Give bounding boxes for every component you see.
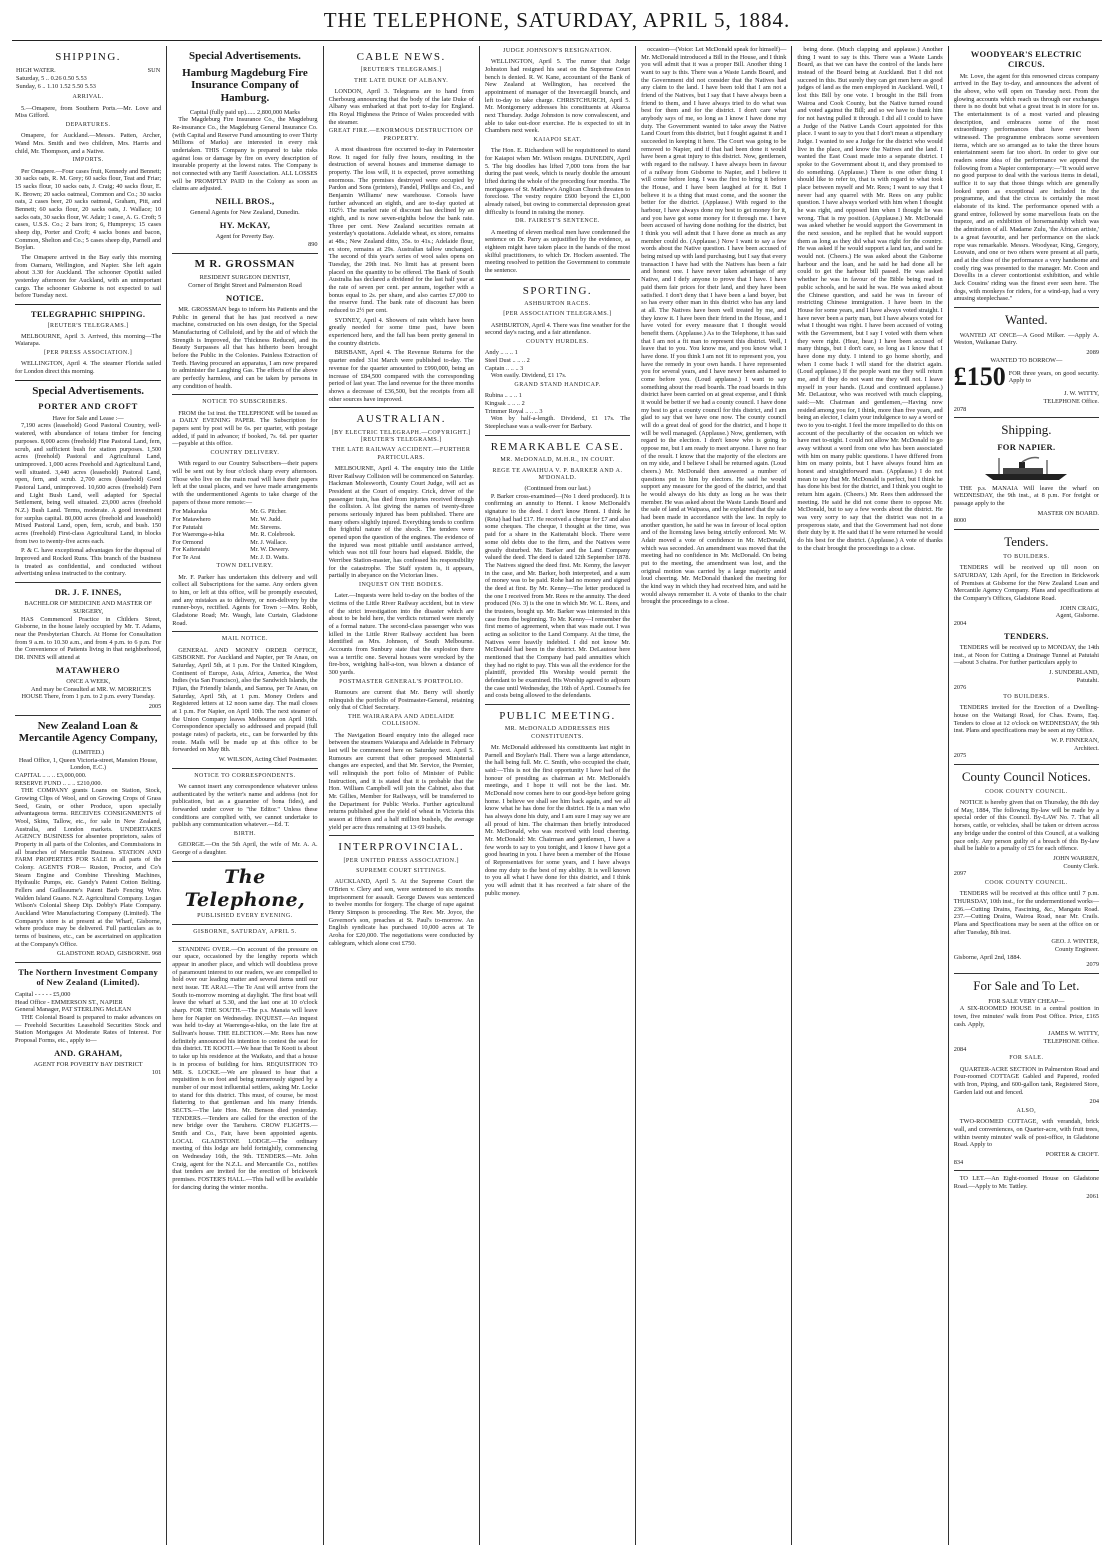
sydney-text: SYDNEY, April 4. Showers of rain which have been greatly needed for some time past, have been experienced here, and the fall has been pretty general in the country districts. bbox=[328, 316, 474, 347]
tenders2-text: TENDERS will be received up to MONDAY, the 14th inst., at Noon for Cutting a Drainage Tunnel at Patutahi—about 3 chains. For further particulars apply to bbox=[953, 643, 1099, 667]
divider bbox=[15, 962, 161, 963]
also-heading: ALSO, bbox=[1016, 1108, 1037, 1115]
mcdonald-sub: REGE TE AWAIHUA V. P. BARKER AND A. M'DONALD. bbox=[492, 467, 623, 481]
circus-heading: WOODYEAR'S ELECTRIC CIRCUS. bbox=[970, 49, 1082, 70]
divider bbox=[329, 407, 474, 408]
remarkable-heading: REMARKABLE CASE. bbox=[490, 440, 625, 453]
tenders2-heading: TENDERS. bbox=[1004, 630, 1049, 641]
local-news: STANDING OVER.—On account of the pressure on our space, occasioned by the lengthy reports which appear in another place, and which will doubtless prove of paramount interest to our readers, we are compelled to hold over our leading matter and several items until our next issue. TE ARAI.—The Te Arai will arrive from the South to-morrow morning at daylight. The first boat will leave the wharf at 5.30, and the last one at 10 o'clock sharp. FOR THE SOUTH.—The p.s. Manaia will leave here for Napier on Wednesday. INQUEST.—An inquest was held to-day at Waerenga-a-hika, on the late fire at Sullivan's house. THE ELECTION.—Mr. Rees has now definitely announced his intention to contest the seat for this district. TE KOOTI.—We hear that Te Kooti is about to take up his residence at the Waikato, and that a house is in process of building for him. REQUISITION TO MR. S. LOCKE.—We are pleased to hear that a requisition is on foot and being numerously signed by a number of our most influential settlers, asking Mr. Locke to stand for this district. This must, of course, be most flattering to that gentleman and his many friends. SECTS.—The late Hon. Mr. Benson died yesterday. TENDERS.—Tenders are called for the erection of the new bridge over the Taruheru. CROW FLIGHTS.—Smith and Co., Fair, have been appointed agents. LOCAL GLADSTONE LODGE.—The ordinary meeting of this lodge are held fortnightly, commencing on Wednesday 16th, the 9th. TENDERS.—Mr. John Craig, agent for the N.Z.L. and Mercantile Co., notifies that tenders are invited for the erection of brickwork premises. FOSTER'S HALL.—This hall will be available for dancing during the winter months. bbox=[172, 945, 318, 1191]
result-line: Steel Dust .. .. .. 2 bbox=[484, 357, 530, 365]
press-assoc-line: [PER ASSOCIATION TELEGRAMS.] bbox=[503, 311, 612, 318]
result-line: Rubina .. .. .. 1 bbox=[484, 392, 522, 400]
judge-heading: JUDGE JOHNSON'S RESIGNATION. bbox=[503, 48, 612, 54]
matawhero: MATAWHERO bbox=[55, 664, 121, 675]
cheap-heading: FOR SALE VERY CHEAP— bbox=[988, 997, 1065, 1005]
grossman-address: Corner of Bright Street and Palmerston Road bbox=[188, 282, 302, 289]
dateline: GISBORNE, SATURDAY, APRIL 5. bbox=[193, 929, 297, 936]
witty-name: J. W. WITTY, bbox=[1064, 390, 1099, 398]
ad-number: 204 bbox=[1089, 1098, 1099, 1106]
wanted-text: WANTED AT ONCE—A Good Milker. —Apply A. Weston, Waikanae Dairy. bbox=[953, 331, 1099, 347]
ad-number: 8000 bbox=[953, 517, 967, 525]
mcdonald-text: P. Barker cross-examined—(No 1 deed produced). It is confirming an annuity to Henni. I know McDonald's signature to the deed. I don't know Henni. I think he (Reta) had had £17. He received a cheque for £7 and also some cheques. The cheque, I thought at the time, was paid for a share in the Kaiteratahi block. There were some old debts due to the firm, and the Natives were greatly disturbed. Mr. Barker and the Land Company valued the deed. The deed is dated 12th September 1878. The Natives signed the deed first. Mr. Kenny, the lawyer in the case, and Mr. Barker, both interpreted, and a sum of money was to be paid. Rohe had no money and signed the deed at first. By Mr. Kenny—The letter produced is the one I received from Mr. Rees re the annuity. The deed produced (No. 3) is the one in which Mr. W. L. Rees, and the trustees, bought up. Mr. Barker was interested in this case from the beginning. To Mr. Kenny—I remember the first memo of agreement, when that was made out. I was acting as solicitor to the Land Company. At the time, the Natives were heavily indebted. I did not know Mr. McDonald had been in the district. Mr. DeLautour here mentioned that the Company had paid annuities which they had no right to pay. This was all the evidence for the plaintiff, provided His Worship would permit the defendant to be examined. His Worship agreed to adjourn the case until Wednesday, the 16th of April. Counsel's fee and costs being allowed to the defendants. bbox=[484, 492, 631, 700]
wanted-heading: Wanted. bbox=[1005, 311, 1048, 327]
fairest-heading: DR. FAIREST'S SENTENCE. bbox=[515, 218, 600, 225]
result-line: Kingsak .. .. .. 2 bbox=[484, 400, 525, 408]
column-6 bbox=[791, 46, 947, 1545]
manaia-sign: MASTER ON BOARD. bbox=[1037, 509, 1099, 517]
country-heading: COUNTRY DELIVERY. bbox=[210, 450, 280, 457]
waiarapa-text: The Navigation Board enquiry into the alleged race between the steamers Waiarapa and Adelaide in February last will be commenced here on Saturday next. April 5. Rumours are current that other proposed Ministerial changes are expected, and that Mr. Service, the Premier, will relinquish the port folio of Minister of Public Instruction, and it is stated that it is probable that the Hon. William Campbell will join the Cabinet, also that Mr. Gillies, Member for Railways, will be transferred to the Department for Public Works. Further agricultural returns published give the yield of wheat in Victoria this season at fifteen and a half million bushels, the average yield per acre thus remaining at 13·69 bushels. bbox=[328, 731, 474, 831]
northern-manager: General Manager, PAT STERLING McLEAN bbox=[15, 1006, 132, 1014]
correspondents-text: We cannot insert any correspondence whatever unless authenticated by the writer's name and address (not for publication, but as a guarantee of bona fides), and forwarded under cover to "the Editor." Unless these conditions are complied with, we cannot undertake to publish any communication whatever.—Ed. T. bbox=[172, 783, 318, 829]
departures-text: Omapere, for Auckland.—Messrs. Patten, Archer, Wand Mrs. Smith and two children, Mrs. Harris and child, Mr. Thompson, and a Native. bbox=[15, 132, 162, 155]
divider bbox=[954, 973, 1099, 974]
divider bbox=[172, 253, 317, 254]
tide-table bbox=[15, 67, 161, 90]
supreme-heading: SUPREME COURT SITTINGS. bbox=[356, 868, 447, 875]
ad-number: 2076 bbox=[953, 684, 967, 692]
grossman-sub: RESIDENT SURGEON DENTIST, bbox=[199, 274, 291, 282]
fairest-text: A meeting of eleven medical men have condemned the sentence on Dr. Parry as unjustified by the evidence, as eighteen might have taken place in the hands of the most skilful practitioners, to which Dr. Hocken assented. The meeting resolved to petition the Government to commute the sentence. bbox=[484, 228, 631, 275]
telegraphic-heading: TELEGRAPHIC SHIPPING. bbox=[30, 309, 146, 320]
winter-date: Gisborne, April 2nd, 1884. bbox=[953, 953, 1022, 961]
cable-heading: CABLE NEWS. bbox=[356, 51, 446, 63]
telegraphic-1: MELBOURNE, April 3. Arrived, this morning—The Waiarapa. bbox=[15, 332, 162, 348]
agent-row bbox=[172, 554, 317, 562]
ad-number: 101 bbox=[151, 1068, 162, 1076]
divider bbox=[172, 941, 317, 942]
telegraphic-2: WELLINGTON, April 4. The steamer Florida sailed for London direct this morning. bbox=[15, 360, 162, 376]
united-press-line: [PER UNITED PRESS ASSOCIATION.] bbox=[343, 857, 459, 864]
column-2 bbox=[166, 46, 322, 1545]
masthead: THE TELEPHONE, SATURDAY, APRIL 5, 1884. bbox=[12, 0, 1102, 41]
agent-name: Mr. G. Pitcher. bbox=[250, 508, 287, 516]
postmaster-text: Rumours are current that Mr. Berry will shortly relinquish the portfolio of Postmaster-General, retaining only that of Chief Secretary. bbox=[328, 688, 474, 712]
birth-heading: BIRTH. bbox=[233, 831, 256, 838]
divider bbox=[954, 1170, 1099, 1171]
copyright-line: [BY ELECTRIC TELEGRAPH.—COPYRIGHT.] [REUTER'S TELEGRAMS.] bbox=[331, 429, 471, 443]
special-ads-heading: Special Advertisements. bbox=[189, 50, 301, 62]
divider bbox=[172, 924, 317, 925]
mail-heading: MAIL NOTICE. bbox=[221, 636, 268, 643]
also-text: TWO-ROOMED COTTAGE, with verandah, brick wall, and conveniences, on Quarter-acre, with fruit trees, within twenty minutes' walk of post-office, in Gladstone Road. Apply to bbox=[953, 1118, 1099, 1149]
divider bbox=[954, 529, 1099, 530]
divider bbox=[485, 704, 630, 705]
cook-text: NOTICE is hereby given that on Thursday, the 8th day of May, 1884, The following By-law will be made by a special order of this Council. By-LAW No. 7. That all horses, cattle, or vehicles, shall be taken or driven across any bridge under the control of this Council, at a walking pace only. Any person guilty of a breach of this By-law shall be liable to a penalty of £5 for each offence. bbox=[953, 799, 1099, 853]
forsale-heading: For Sale and To Let. bbox=[973, 977, 1080, 993]
albany-text: LONDON, April 3. Telegrams are to hand from Cherbourg announcing that the body of the late Duke of Albany was embarked at that port to-day for England. His Royal Highness the Prince of Wales proceeded with the steamer. bbox=[328, 88, 474, 126]
neill-sub: General Agents for New Zealand, Dunedin. bbox=[190, 209, 300, 217]
hamburg-capital: Capital (fully paid up)...... 2,800,000 Marks bbox=[189, 108, 300, 116]
agent-row bbox=[172, 524, 317, 532]
interprovincial-heading: INTERPROVINCIAL. bbox=[338, 841, 465, 854]
published-line: PUBLISHED EVERY EVENING. bbox=[197, 913, 293, 920]
winter-sub: County Engineer. bbox=[1054, 945, 1099, 953]
agent-place: For Waerenga-a-hika bbox=[172, 531, 225, 539]
borrow-text: FOR three years, on good security. Apply to bbox=[1008, 369, 1099, 385]
tide-row: Saturday, 5 .. 0.26 0.50 5.53 bbox=[16, 75, 87, 83]
inquest-heading: INQUEST ON THE BODIES. bbox=[358, 581, 444, 588]
borrow-ad bbox=[954, 364, 1099, 390]
agent-name: Mr. W. Judd. bbox=[250, 516, 282, 523]
agent-place: For Kaiteratahi bbox=[172, 546, 210, 554]
northern-heading: The Northern Investment Company of New Zealand (Limited). bbox=[18, 967, 159, 988]
warren-sub: County Clerk. bbox=[1063, 862, 1099, 870]
innes-heading: DR. J. F. INNES, bbox=[54, 586, 122, 597]
hamburg-text: The Magdeburg Fire Insurance Co., the Magdeburg Re-insurance Co., the Magdeburg General Insurance Co. (with Capital and Reserve Fund amounting to over Thirty Millions of Marks) are interested in every risk undertaken. THIS Company is prepared to take risks against loss or damage by fire on every description of insurable property at the lowest rates. The Company is not connected with any Tariff Association. ALL LOSSES will be PROMPTLY PAID in the Colony as soon as claims are adjusted. bbox=[172, 116, 318, 193]
winter-name: GEO. J. WINTER, bbox=[1051, 938, 1099, 946]
witty2-office: TELEPHONE Office. bbox=[1043, 1038, 1099, 1046]
graham-name: AND. GRAHAM, bbox=[54, 1047, 123, 1058]
tide-head-high: HIGH WATER. bbox=[16, 67, 56, 75]
departures-heading: DEPARTURES. bbox=[65, 122, 111, 129]
neill-name: NEILL BROS., bbox=[215, 195, 275, 206]
builders-text: TENDERS will be received up till noon on SATURDAY, 12th April, for the Erection in Brickwork of Premises at Gisborne for the New Zealand Loan and Mercantile Agency Company. Plans and specifications at the Company's Offices, Gladstone Road. bbox=[953, 564, 1099, 602]
northern-office: Head Office - EMMERSON ST., NAPIER bbox=[15, 998, 123, 1006]
column-3 bbox=[323, 46, 479, 1545]
county-hurdles-heading: COUNTY HURDLES. bbox=[526, 339, 589, 346]
agent-row bbox=[172, 531, 317, 539]
shipping-heading: SHIPPING. bbox=[55, 51, 122, 63]
cook2-heading: COOK COUNTY COUNCIL. bbox=[984, 879, 1068, 886]
agent-name: Mr. W. Dewery. bbox=[250, 546, 290, 554]
australian-heading: AUSTRALIAN. bbox=[356, 413, 446, 426]
kaiapoi-heading: KAIAPOI SEAT. bbox=[533, 137, 582, 144]
divider bbox=[15, 582, 161, 583]
porter-croft-sign: PORTER & CROFT. bbox=[1045, 1151, 1099, 1159]
tide-row: Sunday, 6 .. 1.10 1.52 5.50 5.53 bbox=[16, 82, 96, 90]
borrow-heading: WANTED TO BORROW— bbox=[990, 356, 1063, 364]
nzloan-office: Head Office, 1, Queen Victoria-street, Mansion House, London, E.C.) bbox=[18, 756, 158, 772]
tide-head-sun: SUN bbox=[147, 67, 161, 75]
divider bbox=[15, 380, 161, 381]
grand-stand-heading: GRAND STAND HANDICAP. bbox=[514, 382, 601, 389]
cook-heading: COOK COUNTY COUNCIL. bbox=[984, 788, 1068, 795]
ad-number: 2097 bbox=[953, 870, 967, 878]
tenders-heading: Tenders. bbox=[1004, 534, 1049, 550]
kaiapoi-text: The Hon. E. Richardson will be requisitioned to stand for Kaiapoi when Mr. Wilson resigns. DUNEDIN, April 5. The big doodles has lifted 7,000 tons from the bar during the past week, which is nearly double the amount lifted during the whole of the preceding four months. The mortgagees of St. Matthew's Anglican Church threaten to foreclose. The vestry require £600 beyond the £1,000 already raised, but owing to commercial depression great difficulty is found in raising the money. bbox=[484, 147, 631, 216]
nzloan-limited: (LIMITED.) bbox=[72, 748, 104, 756]
sunderland-name: J. SUNDERLAND, bbox=[1049, 668, 1099, 676]
witty-office: TELEPHONE Office. bbox=[1043, 398, 1099, 406]
meeting-report-continued: being done. (Much clapping and applause.) Another thing I want to say is this. There was a Waste Lands Board, as that we can have the control of the lands here instead of the Board being at Auckland. But I did not succeed in this. But surely they can get men here as good judges of land as the men employed in Auckland. Well, I lost this Bill by one vote. I brought in the Bill from Wairoa and Cook County, but the Native turned round and voted against the Bill; and so we have to thank him for not having pulled it through. I did all I could to have a Judge of the Native Lands Court appointed for this place. I want to say to you that I don't mean a stipendiary Judge. I wanted to see a Judge for the district who would live in the place, and know the Natives and the land. I wanted the East Coast made into a separate district. I spoke to the Government about it, and they promised to do something. (Applause.) There is one other thing I should like to refer to, that is with regard to what took place between myself and Mr. Rees; I want to say that I never had any quarrel with Mr. Rees on any public question. I have always worked with him when I thought he was right, and opposed him when I thought he was wrong. That is my position. (Applause.) Mr. McDonald was asked whether he would support the Government in the next session, and he replied that he would support them as long as they did what was right for the country. He was asked if he would support a land tax, and said he would not. (Cheers.) He was asked about the Gisborne harbour and the loan, and he said he had done all he could to get the harbour bill passed. He was asked whether he was in favour of the Bible being read in public schools, and he said he was. He was asked about the Chinese question, and said he was in favour of restricting Chinese immigration. I have been in the House for some years, and I have always voted straight. I have never been a party man, but I have always voted for what I thought was right. I have been accused of voting with the Government, but I say I voted with them when they were right. (Hear, hear.) I have been accused of many things, but I don't care, so long as I know that I have done my duty. I intend to go home shortly, and when I come back I will stand for the district again. (Loud applause.) If the people want me they will return me, and if they do not want me they will not. I leave myself in your hands. (Loud and continued applause.) Mr. DeLautour, who was received with much clapping, said:—Mr. Chairman and gentlemen,—Having now resided among you for, I think, more than five years, and being an elector, I claim your indulgence to say a word or two to you to-night. I feel the more impelled to do this on account of the peculiarity of the occasion on which we have met to-night. I could not allow Mr. McDonald to go away without a word from one who has been associated with him on many public questions. I have differed from him on many points, but I have always found him an honest and straightforward man. (Applause.) I do not mean to say that Mr. McDonald is perfect, but I think he has done his best for the district, and I think you ought to return him again. (Cheers.) Mr. Rees then addressed the meeting. He said he did not come there to oppose Mr. McDonald, but to say a few words about the district. He was very sorry to say that the district was not in a prosperous state, and that the Government had not done their duty by it. He said that if he were returned he would do his best for the district. (Applause.) A vote of thanks to the chair brought the proceedings to a close. bbox=[797, 46, 943, 552]
agent-place: For Ormond bbox=[172, 538, 204, 546]
nameplate: The Telephone, bbox=[184, 865, 306, 911]
judge-text: WELLINGTON, April 5. The rumor that Judge Johnston had resigned his seat on the Supreme Court bench is denied. R. W. Kane, accountant of the Bank of New Zealand at Wellington, has received the appointment of manager of the Invercargill branch, and left to-day to take charge. CHRISTCHURCH, April 5. Mr. Montgomery addresses his constituents at Akaroa next Thursday. Judge Johnston is now convalescent, and able to take out-door exercise. He is expected to sit in Chambers next week. bbox=[484, 58, 631, 135]
agent-place: For Makaraka bbox=[172, 508, 208, 516]
ad-number: 2004 bbox=[953, 619, 967, 627]
public-meeting-heading: PUBLIC MEETING. bbox=[499, 709, 616, 722]
result-line: Captain .. .. .. 3 bbox=[484, 364, 524, 372]
subscribers-heading: NOTICE TO SUBSCRIBERS. bbox=[202, 399, 288, 406]
craig-name: JOHN CRAIG, bbox=[1060, 604, 1099, 612]
agent-name: Mr. R. Colebrook. bbox=[250, 531, 296, 539]
quarter-text: QUARTER-ACRE SECTION in Palmerston Road and Four-roomed COTTAGE Gabled and Papered, roofed with Iron, Piping, and 600-gallon tank, Registered Store, Garden laid out and fenced. bbox=[953, 1065, 1099, 1096]
finneran-sub: Architect. bbox=[1074, 744, 1099, 752]
inquest-text: Later.—Inquests were held to-day on the bodies of the victims of the Little River Railway accident, but in view of the strict investigation into the disaster which are about to be held here, the verdicts returned were merely of a formal nature. The second-class passenger who was killed in the Little River Railway accident has been identified as Mrs. Johnson, of South Melbourne. Accounts from Sunbury state that the explosion there was a terrific one. Several houses were wrecked by the fire-box, weighing half-a-ton, was blown a distance of 300 yards. bbox=[328, 592, 474, 676]
agent-row bbox=[172, 516, 317, 524]
mckay-sub: Agent for Poverty Bay. bbox=[215, 233, 275, 241]
agent-name: Mr. Stevens. bbox=[250, 523, 282, 531]
hamburg-heading: Hamburg Magdeburg Fire Insurance Company of Hamburg. bbox=[182, 66, 308, 104]
grossman-heading: M R. GROSSMAN bbox=[194, 257, 296, 270]
circus-text: Mr. Love, the agent for this renowned circus company arrived in the Bay to-day, and announces the advent of the above, who will open on Tuesday next. From the glowing accounts which reach us through our exchanges there is no doubt but what a great treat is in store for us. The entertainment is of a most varied and pleasing description, and embraces some of the most extraordinary performances that have ever been witnessed. The programme embraces some seventeen items, which are so arranged as to take the three hours entertainment seem far too short. In order to give our readers some idea of the performance we append the following from a Napier contemporary:—"It would serve no good purpose to deal with the various items in detail, suffice it to say that those things which are generally looked upon as exceptional are included in the programme, and that the circus is certainly the most elaborate of its kind. The performance opened with a grand entree, followed by some marvellous feats on the trapeze, and an exhibition of horsemanship which was the admiration of all. Madame Zulu, 'the African artiste,' is a great favourite, and her performance on the slack rope was remarkable. Messrs. Woodyear, King, Gregory, Louvain, and one or two others were present at all parts, and at the close of the performance a very handsome and costly ring was presented to the manager. Mr. Coon and Dovellis in a clever contortionist exhibition, and while Jack Cousins' riding was the finest ever seen here. The dogs, with monkeys for riders, for a wind-up, had a very amusing steeplechase." bbox=[953, 72, 1099, 303]
supreme-text: AUCKLAND, April 5. At the Supreme Court the O'Brien v. Clery and son, were sentenced to six months imprisonment for assault. George Dawes was sentenced to twelve months for forgery. The charge of rape against Henry Simpson is proceeding. The Rev. Mr. Joyce, the Governor's son, preaches at St. Paul's to-morrow. An English syndicate has purchased 10,000 acres at Te Aroha for £20,000. The negotiations were conducted by cablegram, which alone cost £750. bbox=[328, 878, 474, 947]
agents-table bbox=[172, 508, 317, 561]
arrival-text: 5.—Omapere, from Southern Ports.—Mr. Love and Miss Gifford. bbox=[15, 104, 162, 120]
steamship-icon bbox=[981, 456, 1071, 482]
ashburton-text: ASHBURTON, April 4. There was fine weather for the second day's racing, and a fair attendance. bbox=[484, 321, 631, 337]
northern-capital: Capital - - - - - £5,000 bbox=[15, 990, 71, 998]
postmaster-heading: POSTMASTER GENERAL'S PORTFOLIO. bbox=[339, 678, 464, 685]
divider bbox=[485, 435, 630, 436]
divider bbox=[485, 279, 630, 280]
ad-number: 834 bbox=[953, 1158, 964, 1166]
once-week: ONCE A WEEK, bbox=[66, 678, 111, 686]
albany-heading: THE LATE DUKE OF ALBANY. bbox=[354, 77, 449, 84]
divider bbox=[954, 417, 1099, 418]
mail-text: GENERAL AND MONEY ORDER OFFICE, GISBORNE. For Auckland and Napier, per Te Anau, on Saturday, April 5th, at 1 p.m. For the United Kingdom, Continent of Europe, Asia, Africa, America, the West Indies (via San Francisco), also the Sandwich Islands, the Fijian, the Friendly Islands, and Samoa, per Te Anau, on Saturday, April 5th, at 1 p.m. Money Orders and Registered letters at 12 noon same day. The mail closes at 1 p.m. For Napier, on April 10th. The next steamer of the Union Company leaves Melbourne on April 16th. Correspondence specially so addressed and prepaid (full postage rates) of packets, etc., can be forwarded by this route. Mails will be made up at this office to be forwarded on May 8th. bbox=[172, 646, 318, 754]
ad-number: 2089 bbox=[1086, 349, 1099, 357]
manaia-text: THE p.s. MANAIA Will leave the wharf on WEDNESDAY, the 9th inst., at 8 p.m. For freight or passage apply to the bbox=[953, 484, 1099, 507]
birth-text: GEORGE.—On the 5th April, the wife of Mr. A. A. George of a daughter. bbox=[172, 841, 318, 857]
innes-text: HAS Commenced Practice in Childers Street, Gisborne, in the house lately occupied by Mr. T. Adams, near the Presbyterian Church. At Home for Consultation from 9 a.m. to 10.30 a.m., and from 4 p.m. to 6 p.m. For the Convenience of Patients living in that neighborhood, DR. INNES will attend at bbox=[15, 615, 162, 661]
nzloan-capital: CAPITAL .. .. .. £3,000,000. bbox=[15, 772, 87, 779]
arrival-heading: ARRIVAL. bbox=[72, 94, 104, 101]
divider bbox=[172, 768, 317, 769]
notice-text: MR. GROSSMAN begs to inform his Patients and the Public in general that he has just received a new machine, constructed on his own design, for the Special Manufacturing of Celluloid, and by the aid of which the Strength is Improved, the Thickness Reduced, and its Beauty Surpasses all that has hitherto been brought before the Public in the Colonies. Painless Extraction of Teeth. Having procured an apparatus, I am now prepared to administer the Laughing Gas. The effects of the above are perfectly harmless, and can be taken by persons in any condition of health. bbox=[172, 306, 318, 390]
column-4 bbox=[479, 46, 635, 1545]
nzloan-reserve: RESERVE FUND .. .. .. £210,000. bbox=[15, 779, 103, 787]
builders2-heading: TO BUILDERS. bbox=[1003, 693, 1050, 700]
fire-heading: GREAT FIRE.—ENORMOUS DESTRUCTION OF PROPERTY. bbox=[328, 128, 474, 142]
railway-text: MELBOURNE, April 4. The enquiry into the Little River Railway Collision will be commenced on Saturday. Hackman Molesworth, County Court Judge, will act as President at the Court of enquiry. Crick, driver of the passenger train, has died from injuries received through the collision. A list giving the names of twenty-three persons seriously injured has been published. There are many others slightly injured. Everything tends to confirm the frightful nature of the shock. The tenders were opened upon the question of the engines. The evidence of the injured was most pitiable until assistance arrived, which was not till four hours had elapsed. Biddle, the Werribee Station-master, has confessed his responsibility for the catastrophe. The Staff system is, it appears, partially in abeyance on the Victorian lines. bbox=[328, 464, 474, 580]
county-heading: County Council Notices. bbox=[961, 768, 1091, 784]
nzloan-text: THE COMPANY grants Loans on Station, Stock, Growing Clips of Wool, and on Growing Crops of Grass Seed, Grain, or other Produce, upon specially advantageous terms. RECEIVES CONSIGNMENTS of Wool, Skins, Tallow, etc., for sale in New Zealand, Australia, and London markets. UNDERTAKES AGENCY BUSINESS for absentee proprietors, sales of Property in all parts of the Colonies, and Commissions in all branches of Mercantile Business. STATION AND FARM PROPERTIES FOR SALE in all parts of the Colony. AGENTS FOR— Ruston, Proctor, and Co's Steam Engine and Combine Threshing Machines, Hydraulic Pumps, etc. Gandy's Patent Cotton Belting. Fellers and Guilleaume's Patent Barb Fencing Wire. Walden Island Guano. N.Z. Agricultural Company. Logan Wilson's Colonial Sheep Dip. Dobby's Plate Company. Auckland Wire Manufacturing Company (Limited). The Company's store is at present at the Wharf, Gisborne, where produce may be delivered. Full particulars as to terms of business, etc., can be ascertained on application at the Company's Office. bbox=[15, 787, 162, 948]
agent-place: For Te Arai bbox=[172, 553, 201, 561]
graham-sub: AGENT FOR POVERTY BAY DISTRICT bbox=[33, 1060, 143, 1068]
result-line: Trimmer Royal .. .. .. 3 bbox=[484, 407, 543, 415]
agent-row bbox=[172, 539, 317, 547]
column-7 bbox=[948, 46, 1104, 1545]
cook2-text: TENDERS will be received at this office until 7 p.m. THURSDAY, 10th inst., for the undermentioned works— 236.—Cutting Drains, Fascining, &c., Mangatu Road. 237.—Cutting Drains, Wairoa Road, near Mr. Crails. Plans and Specifications may be seen at the office on or after Tuesday, 8th inst. bbox=[953, 890, 1099, 936]
town-text: Mr. F. Parker has undertaken this delivery and will collect all Subscriptions for the same. Any orders given to him, or left at this office, will be promptly executed, and any mistakes as to delivery, or non-delivery by the runner-boys, rectified. Agents for Town :—Mrs. Robb, Gladstone Road; Mr. Waugh, late Curtain, Gladstone Road. bbox=[172, 573, 318, 627]
agent-row bbox=[172, 546, 317, 554]
shipping-notes: The Omapere arrived in the Bay early this morning from Oamaru, Wellington, and Napier. She left again about 3.30 for Auckland. The schooner Opotiki sailed yesterday afternoon for Auckland, with an unimportant cargo. The schooner Gisborne is not expected to sail before Tuesday next. bbox=[15, 254, 162, 300]
hurdles-dividend: Won easily. Dividend, £1 17s. bbox=[490, 372, 567, 380]
subscribers-text: FROM the 1st inst. the TELEPHONE will be issued as a DAILY EVENING PAPER. The Subscription for papers sent by post will be 6s. per quarter, with postage added, if paid in advance; if booked, 7s. 6d. per quarter—payable at this office. bbox=[172, 409, 318, 448]
agent-name: Mr. J. D. Watts. bbox=[250, 553, 289, 561]
result-line: Andy .. .. .. 1 bbox=[484, 349, 518, 357]
divider bbox=[172, 861, 317, 862]
ad-number: 2061 bbox=[1086, 1192, 1099, 1200]
forsale2-heading: FOR SALE. bbox=[1009, 1055, 1044, 1062]
napier-heading: FOR NAPIER. bbox=[997, 442, 1056, 453]
porter-note: P. & C. have exceptional advantages for the disposal of Improved and Rocked Runs. This branch of the business is treated as confidential, and conducted without advertising unless instructed to the contrary. bbox=[15, 547, 162, 578]
agent-row bbox=[172, 508, 317, 516]
press-assoc: [PER PRESS ASSOCIATION.] bbox=[44, 350, 133, 357]
ad-number: 2078 bbox=[953, 405, 967, 413]
agent-name: Mr. J. Wallace. bbox=[250, 538, 288, 546]
divider bbox=[954, 764, 1099, 765]
notice-heading: NOTICE. bbox=[226, 292, 264, 303]
nzloan-address: GLADSTONE ROAD, GISBORNE. 968 bbox=[56, 950, 162, 958]
shipping-ad-heading: Shipping. bbox=[1001, 422, 1052, 438]
ad-number: 2075 bbox=[953, 752, 967, 760]
porter-list: 7,190 acres (leasehold) Good Pastoral Country, well-watered, with abundance of totara timber for fencing purposes. 8,000 acres (freehold) Fine Pastoral Land, fern, scrub, and sufficient bush for station purposes. 1,500 acres (freehold) Pastoral and Agricultural Land, unimproved. 1,000 acres Freehold and Agricultural Land, well situated. 3,440 acres (leasehold) Pastoral Land, open, fern, and scrub. 2,700 acres (leasehold) Good Pastoral Land, unimproved. 10,600 acres (freehold) Fern and Light Bush Land, well adapted for Special Settlement, being well situated. 23,000 acres (freehold N.Z.) Bush Land. Terms, moderate. A good investment for surplus capital. 80,000 acres (freehold and leasehold) Mixed Pastoral Land, open, fern, scrub, and bush. 150 acres (freehold) First-class Agricultural Land, in blocks from two to twenty-five acres each. bbox=[15, 422, 162, 545]
porter-sale: Have for Sale and Lease :— bbox=[52, 414, 124, 422]
sunderland-sub: Patutahi. bbox=[1076, 676, 1099, 684]
finneran-name: W. P. FINNERAN, bbox=[1051, 736, 1099, 744]
ad-number: 2005 bbox=[148, 703, 162, 711]
divider bbox=[954, 307, 1099, 308]
mckay-name: HY. McKAY, bbox=[219, 219, 271, 230]
special-ads-heading: Special Advertisements. bbox=[32, 384, 145, 397]
mail-sign: W. WILSON, Acting Chief Postmaster. bbox=[218, 756, 318, 764]
ad-number: 2084 bbox=[953, 1045, 967, 1053]
borrow-amount: £150 bbox=[953, 362, 1006, 392]
agent-place: For Patutahi bbox=[172, 523, 203, 531]
correspondents-heading: NOTICE TO CORRESPONDENTS. bbox=[194, 772, 296, 779]
craig-sub: Agent, Gisborne. bbox=[1055, 612, 1099, 620]
innes-sub: BACHELOR OF MEDICINE AND MASTER OF SURGERY, bbox=[24, 600, 152, 615]
columns bbox=[10, 46, 1104, 1545]
nzloan-heading: New Zealand Loan & Mercantile Agency Company, bbox=[18, 719, 158, 745]
sporting-heading: SPORTING. bbox=[522, 284, 593, 297]
ad-number: 2079 bbox=[1086, 961, 1099, 969]
cheap-text: A SIX-ROOMED HOUSE in a central position in town, five minutes' walk from Post Office. Price, £165 cash. Apply, bbox=[953, 1005, 1099, 1028]
divider bbox=[172, 394, 317, 395]
divider bbox=[15, 304, 161, 305]
imports-heading: IMPORTS. bbox=[72, 157, 104, 164]
northern-text: THE Colonial Board is prepared to make advances on— Freehold Securities Leasehold Securities Stock and Station Mortgages At Moderate Rates of Interest. For Proposal Forms, etc., apply to— bbox=[15, 1013, 162, 1044]
builders-heading: TO BUILDERS. bbox=[1003, 553, 1050, 560]
reuter-line: [REUTER'S TELEGRAMS.] bbox=[360, 67, 442, 74]
country-text: With regard to our Country Subscribers—their papers will be sent out by four o'clock sharp every afternoon. Those who live on the main road will have their papers left at the usual places, and we have made arrangements with the undermentioned Agents to take charge of the papers of those more remote:— bbox=[172, 460, 318, 506]
divider bbox=[15, 715, 161, 716]
mcdonald-heading: MR. McDONALD, M.H.R., IN COURT. bbox=[500, 457, 615, 464]
fire-text: A most disastrous fire occurred to-day in Paternoster Row. It raged for fully five hours, resulting in the destruction of several houses and immense damage to property. The loss will, it is expected, prove something enormous. The premises destroyed were occupied by Pardon and Sons (printers), Fandel, Phillips and Co., and Benjamin Williams' new warehouse. Consols have further advanced an eighth, and are to-day quoted at 102½. The market rate of discount has declined by an eighth, and is now seven-eighths below the bank rate. Three per cent. New Zealand securities remain at yesterday's quotations. Adelaide wheat, ex store, remains at 48s.; New Zealand ditto, 35s. to 41s.; Adelaide flour, ex store, remains at 29s. Australian tallow unchanged. The second of this year's series of wool sales opens on Tuesday, the 29th inst. No limit has at present been placed on the quantity to be offered. The Bank of South Australia has declared a dividend for the last half year at the rate of seven per cent. per annum, together with a bonus equal to 2s. per share, and also carries £7,000 to the reserve fund. The bank rate of discount has been reduced to 2½ per cent. bbox=[328, 146, 474, 315]
porter-croft-heading: PORTER AND CROFT bbox=[38, 401, 139, 412]
morrice-text: And may be Consulted at MR. W. MORRICE'S HOUSE There, from 1 p.m. to 2 p.m. every Tuesday. bbox=[21, 685, 155, 701]
tolet-text: TO LET.—An Eight-roomed House on Gladstone Road.—Apply to Mr. Tattley. bbox=[953, 1175, 1099, 1191]
brisbane-text: BRISBANE, April 4. The Revenue Returns for the quarter ended 31st March were published to-day. The revenue for the quarter amounted to £990,000, being an increase of £84,500 compared with the corresponding period of last year. The land revenue for the three months shows a decrease of £36,500, but the receipts from all other sources have improved. bbox=[328, 349, 474, 403]
ad-number: 890 bbox=[308, 241, 318, 249]
waiarapa-heading: THE WAIRARAPA AND ADELAIDE COLLISION. bbox=[347, 713, 455, 728]
agent-place: For Matawhero bbox=[172, 516, 211, 523]
witty2-name: JAMES W. WITTY, bbox=[1048, 1030, 1099, 1038]
railway-heading: THE LATE RAILWAY ACCIDENT.—FURTHER PARTICULARS. bbox=[332, 447, 471, 461]
meeting-report-continued: occasion—(Voice: Let McDonald speak for himself)—Mr. McDonald introduced a Bill in the House, and I think you will admit that it was a proper Bill. Another thing I want to say is this. There was a Waste Lands Board, and the Government did not consider that the Natives had any claim to the land. I have been told that I am not a friend of the Natives, but I say that I have always been a friend to them, and I have always tried to do what was best for them and for the district. I don't care what anybody says of me, so long as I know I have done my duty. The Government wanted to take away the Native Land Court from this district, but I fought against it and I succeeded in keeping it here. The Court was going to be removed to Napier, and if that had been done it would have been a great injury to this district. Now, gentlemen, with regard to the railway. I have always been in favour of a railway from Gisborne to Napier, and I believe it will come before long. I was the first to bring it before the House, and I have been laughed at for it. But I believe it is a thing that must come, and the sooner the better for the district. (Applause.) With regard to the harbour, I have always done my best to get money for it, and you have got some money for it through me. I have been accused of having done nothing for the district, but I think you will admit that I have done as much as any member could do. (Applause.) Now I want to say a few words about the Native question. I have been accused of being mixed up with land purchasing, but I say that every transaction I have had with the Natives has been a fair and honest one. I have never taken advantage of any Native, and I defy anyone to prove that I have. I have paid them fair prices for their land, and they have been satisfied. I don't deny that I have been a land buyer, but so has every other man in this district who has any land at all. The Natives have been well treated by me, and they know it. I have been their friend in the House, and I have voted for every measure that I thought would benefit them. (Applause.) As to the Telephone, it has said that I am not a fit man to represent this district. Well, I leave that to you. You know me, and you know what I have done. If you think I am not fit to represent you, you have the remedy in your own hands. I have represented you for several years, and I have never been ashamed to come before you. (Loud applause.) I want to say something about the road boards. The road boards in this district have been carried on at great expense, and I think it would be better if we had a county council. I have done my best to get a county council for this district, and I am glad to say that we have one now. The county council will do a great deal of good for the district, and I hope it will be well managed. (Applause.) Now, gentlemen, with regard to the election. I don't know who is going to oppose me, but I am ready to meet anyone. I have no fear of the result. I know that the majority of the electors are on my side, and I believe I shall be returned again. (Loud cheers.) Mr. McDonald then answered a number of questions put to him by electors. He said he would support any measure for the good of the district, and that he would always do his duty as long as he was their member. He was asked about the Waste Lands Board and the sale of land at Waipaoa, and he explained that the sale had been made in accordance with the law. In reply to another question, he said he was in favour of local option and of the licensing laws being strictly enforced. Mr. W. Adair moved a vote of confidence in Mr. McDonald, which was seconded. An amendment was moved that the meeting had no confidence in Mr. McDonald. On being put to the meeting, the amendment was lost, and the original motion was carried by a large majority amid loud cheering. Mr. McDonald thanked the meeting for the kind way in which they had received him, and said he would always remember it. A vote of thanks to the chair brought the proceedings to a close. bbox=[641, 46, 787, 606]
addresses-heading: MR. McDONALD ADDRESSES HIS CONSTITUENTS. bbox=[504, 726, 611, 740]
grand-dividend: Won by half-a-length. Dividend, £1 17s. The Steeplechase was a walk-over for Barbary. bbox=[484, 415, 631, 431]
divider bbox=[329, 835, 474, 836]
builders2-text: TENDERS invited for the Erection of a Dwelling-house on the Waitangi Road, for Chas. Evans, Esq. Tenders to close at 12 o'clock on WEDNESDAY, the 9th inst. Plans and specifications may be seen at my Office. bbox=[953, 704, 1099, 735]
column-5 bbox=[635, 46, 791, 1545]
addresses-text: Mr. McDonald addressed his constituents last night in Parnell and Boylan's Hall. There was a large attendance, the hall being full. Mr. C. Smith, who occupied the chair, said:—This is not the first opportunity I have had of the honour of presiding as chairman at Mr. McDonald's meetings, and I hope it will not be the last. Mr. McDonald now comes here to our good-bye before going home. I believe we shall see him back again, and we all know what he has done for the district. He is a man who has always done his duty, and I am sure I may say we are all proud of him. The chairman then briefly introduced Mr. McDonald, who was received with loud cheering. Mr. McDonald: Mr. Chairman and gentlemen, I have a few words to say to you tonight, and I know I have got a good hearing in you. I have been a member of the House of Representatives for some years, and I have always done my duty to the best of my ability. It is well known to you all what I have done for this district, and I think you will admit that it has received a fair share of the public money. bbox=[484, 743, 631, 897]
column-1 bbox=[10, 46, 166, 1545]
telegraphic-sub: [REUTER'S TELEGRAMS.] bbox=[47, 322, 129, 329]
imports-text: Per Omapere.—Four cases fruit, Kennedy and Bennett; 30 sacks oats, R. M. Grey; 60 sacks flour, Teat and Friar; 15 sacks flour, 10 sacks oats, J. Craig; 40 sacks flour, E. K. Brown; 20 sacks oatmeal, Common and Co.; 30 sacks oats, 2 cases beer, 20 sacks oatmeal, Graham, Pitt, and Bennett; 60 sacks flour, 20 sacks oats, J. Wallace; 10 sacks oats, 30 sacks flour, W. Adair; 1 case, A. G. Croft; 5 cases, U.S.S. Co.; 2 bars iron; 6, Humpreys; 15 cases sheep dip, Porter and Croft; 4 sacks bones and bacon, Common, Shelton and Co.; 5 cases sheep dip, Parnell and Boylan. bbox=[15, 167, 162, 252]
warren-name: JOHN WARREN, bbox=[1053, 854, 1099, 862]
mcdonald-continued: (Continued from our last.) bbox=[524, 485, 591, 493]
divider bbox=[172, 631, 317, 632]
ashburton-heading: ASHBURTON RACES. bbox=[524, 301, 591, 308]
town-heading: TOWN DELIVERY. bbox=[216, 563, 274, 570]
